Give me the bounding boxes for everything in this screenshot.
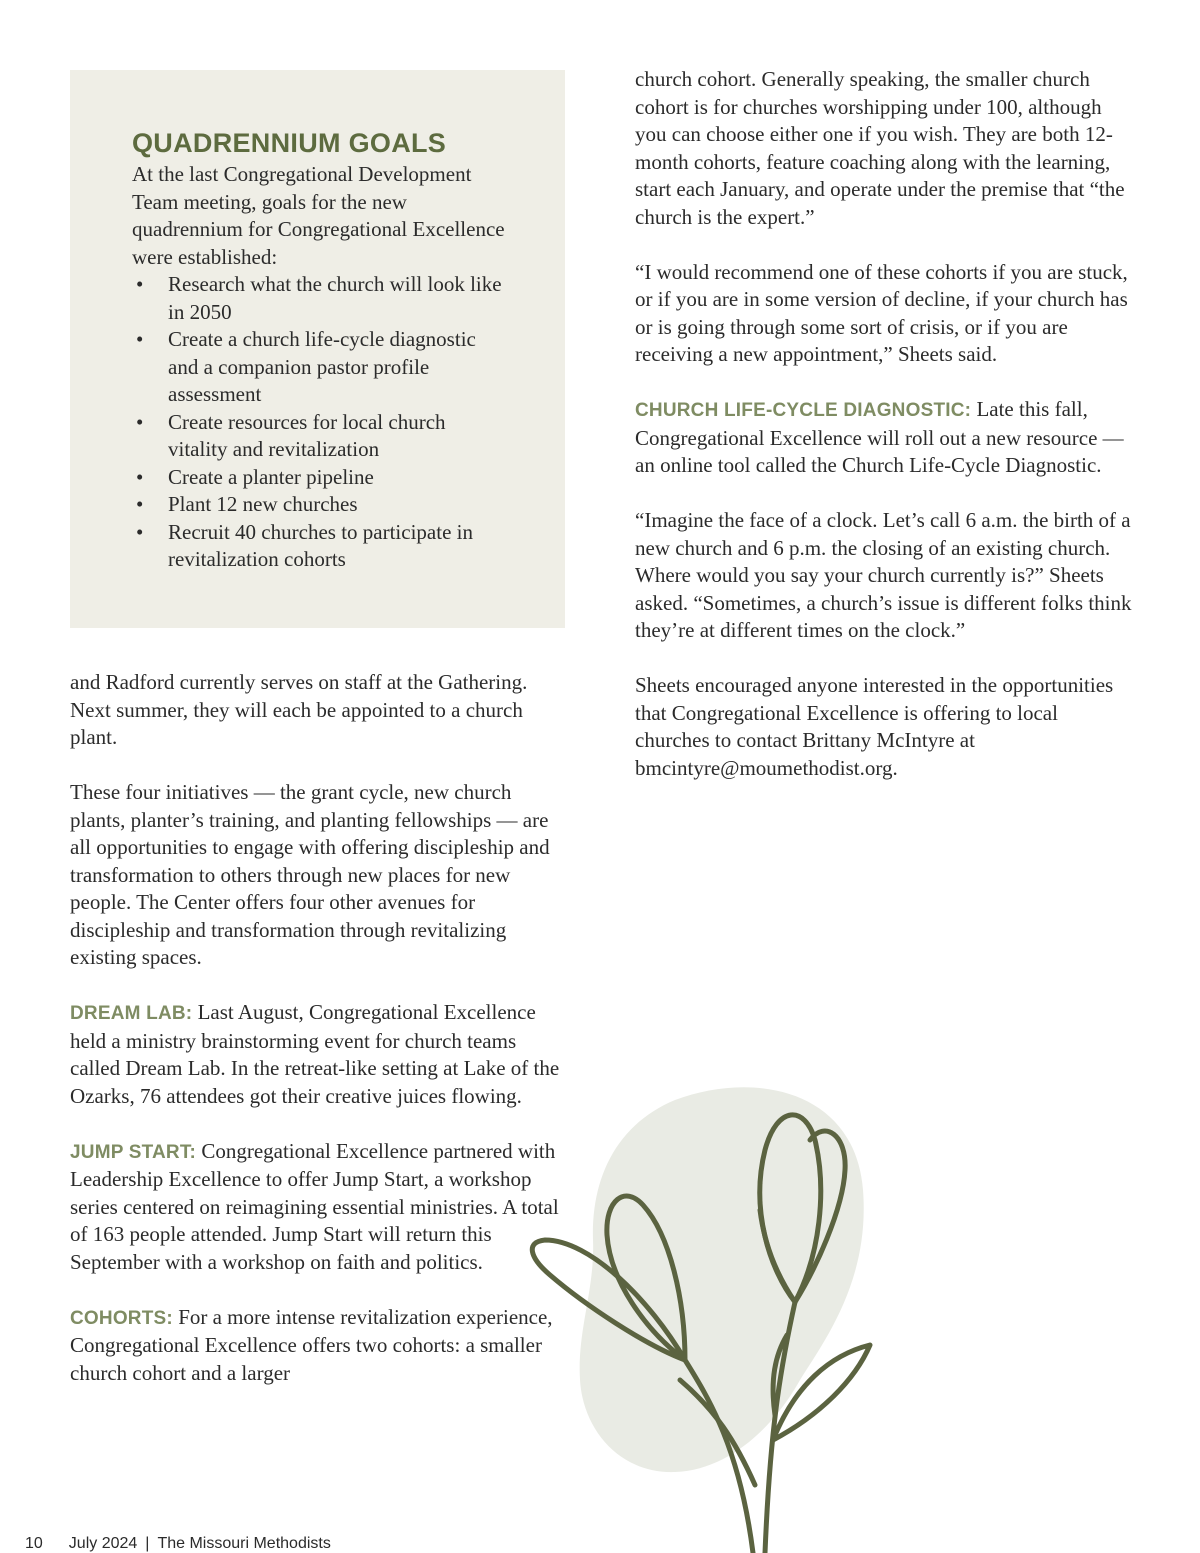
tulip-illustration-icon [525, 1080, 905, 1553]
goal-item: • Create a church life-cycle diagnostic and a companion pastor profile assessment [168, 326, 505, 409]
contact-paragraph: Sheets encouraged anyone interested in the opportunities that Congregational Excellence is offering to local churches to contact Brittany McIntyre at bmcintyre@moumethodist.org. [635, 673, 1114, 780]
goals-list [132, 271, 505, 574]
dream-lab-lead: DREAM LAB: [70, 1003, 193, 1024]
goals-intro: At the last Congregational Development Team meeting, goals for the new quadrennium for Congregational Excellence were established: [132, 162, 505, 269]
goal-item: • Research what the church will look like in 2050 [168, 271, 505, 326]
paragraph: and Radford currently serves on staff at the Gathering. Next summer, they will each be appointed to a church plant. [70, 670, 528, 749]
footer-separator: | [145, 1535, 150, 1552]
cohorts-text: For a more intense revitalization experience, Congregational Excellence offers two cohorts: a smaller church cohort and a larger [70, 1304, 553, 1385]
jump-start-paragraph [70, 1138, 570, 1277]
goal-item: • Create resources for local church vitality and revitalization [168, 409, 505, 464]
goal-item: • Recruit 40 churches to participate in revitalization cohorts [168, 519, 505, 574]
diagnostic-lead: CHURCH LIFE-CYCLE DIAGNOSTIC: [635, 400, 972, 421]
goal-item: • Plant 12 new churches [168, 491, 505, 519]
right-column [635, 66, 1135, 810]
page-number: 10 [25, 1535, 43, 1552]
jump-start-lead: JUMP START: [70, 1141, 197, 1163]
paragraph: church cohort. Generally speaking, the smaller church cohort is for churches worshipping under 100, although you can choose either one if you wish. They are both 12-month cohorts, feature coaching along with the learning, start each January, and operate under the premise that “the church is the expert.” [635, 67, 1125, 229]
paragraph: These four initiatives — the grant cycle, new church plants, planter’s training, and planting fellowships — are all opportunities to engage with offering discipleship and transformation to others through new places for new people. The Center offers four other avenues for discipleship and transformation through revitalizing existing spaces. [70, 780, 550, 969]
jump-start-text: Congregational Excellence partnered with Leadership Excellence to offer Jump Start, a workshop series centered on reimagining essential ministries. A total of 163 people attended. Jump Start will return this September with a workshop on faith and politics. [70, 1138, 559, 1274]
goal-item: • Create a planter pipeline [168, 464, 505, 492]
issue-date: July 2024 [68, 1535, 138, 1552]
left-column [70, 669, 570, 1415]
cohorts-lead: COHORTS: [70, 1307, 173, 1329]
publication-name: The Missouri Methodists [157, 1535, 331, 1552]
diagnostic-text: Late this fall, Congregational Excellence will roll out a new resource — an online tool called the Church Life-Cycle Diagnostic. [635, 397, 1124, 477]
diagnostic-paragraph [635, 396, 1135, 480]
quadrennium-goals-box [70, 70, 565, 628]
page-footer [25, 1535, 331, 1553]
goals-title: QUADRENNIUM GOALS [132, 128, 447, 158]
paragraph: “Imagine the face of a clock. Let’s call 6 a.m. the birth of a new church and 6 p.m. the closing of an existing church. Where would you say your church currently is?” Sheets asked. “Sometimes, a church’s issue is different folks think they’re at different times on the clock.” [635, 508, 1132, 642]
dream-lab-paragraph [70, 999, 570, 1110]
cohorts-paragraph [70, 1304, 570, 1388]
paragraph: “I would recommend one of these cohorts if you are stuck, or if you are in some version of decline, if your church has or is going through some sort of crisis, or if you are receiving a new appointment,” Sheets said. [635, 259, 1128, 366]
dream-lab-text: Last August, Congregational Excellence held a ministry brainstorming event for church teams called Dream Lab. In the retreat-like setting at Lake of the Ozarks, 76 attendees got their creative juices flowing. [70, 1000, 560, 1108]
